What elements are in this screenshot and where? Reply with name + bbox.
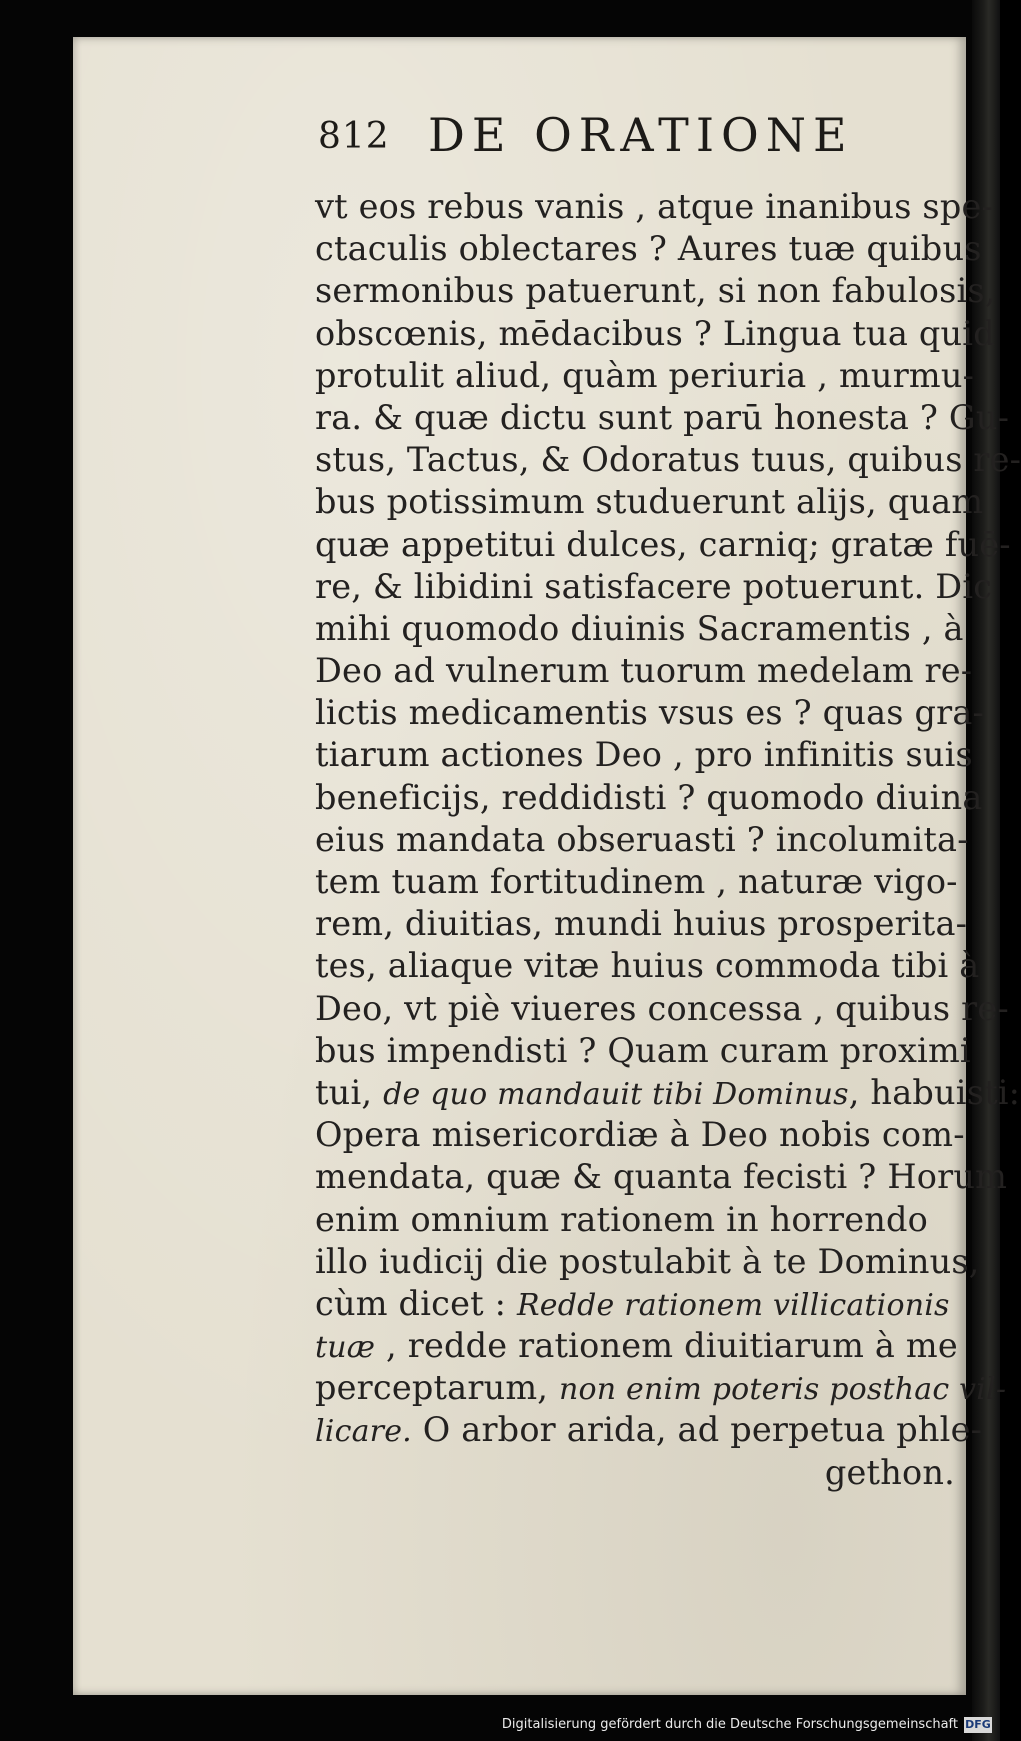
italic-phrase: de quo mandauit tibi Dominus xyxy=(383,1076,849,1112)
line-text: illo iudicij die postulabit à te Dominus, xyxy=(315,1241,980,1281)
line-text: beneficijs, reddidisti ? quomodo diuina xyxy=(315,777,983,817)
line-text: vt eos rebus vanis , atque inanibus spe- xyxy=(315,187,994,226)
text-line xyxy=(315,1283,955,1325)
line-text: tui, xyxy=(315,1072,384,1112)
text-line xyxy=(315,397,1010,439)
line-text: sermonibus patuerunt, si non fabulosis, xyxy=(315,271,996,311)
text-line xyxy=(315,186,994,228)
line-text: gethon. xyxy=(824,1452,955,1492)
line-text: mihi quomodo diuinis Sacramentis , à xyxy=(315,608,964,648)
line-text: perceptarum, xyxy=(315,1368,560,1408)
text-line xyxy=(315,481,984,523)
text-line xyxy=(315,1156,1008,1198)
running-head xyxy=(248,108,868,168)
page-number: 812 xyxy=(318,116,390,157)
text-line xyxy=(315,608,964,650)
text-line xyxy=(315,270,996,312)
digitization-notice: Digitalisierung gefördert durch die Deutsche Forschungsgemeinschaft xyxy=(501,1717,958,1732)
header-title: DE ORATIONE xyxy=(428,108,854,162)
line-text: ra. & quæ dictu sunt parū honesta ? Gu- xyxy=(315,397,1010,437)
text-line xyxy=(315,1409,983,1451)
line-text: ctaculis oblectares ? Aures tuæ quibus xyxy=(315,229,982,269)
italic-phrase: Redde rationem villicationis xyxy=(516,1287,950,1323)
text-line xyxy=(315,1452,955,1494)
line-text: Opera misericordiæ à Deo nobis com- xyxy=(315,1115,965,1155)
line-text: Deo ad vulnerum tuorum medelam re- xyxy=(315,651,973,691)
text-line xyxy=(315,650,973,692)
italic-phrase: tuæ xyxy=(315,1330,376,1366)
line-text: rem, diuitias, mundi huius prosperita- xyxy=(315,904,968,944)
text-line xyxy=(315,355,975,397)
line-text: protulit aliud, quàm periuria , murmu- xyxy=(315,355,975,395)
body-text xyxy=(315,186,1021,1494)
text-line xyxy=(315,1114,965,1156)
text-line xyxy=(315,524,1011,566)
line-text-after: , redde rationem diuitiarum à me xyxy=(375,1326,958,1366)
text-line xyxy=(315,566,993,608)
line-text-after: O arbor arida, ad perpetua phle- xyxy=(411,1410,983,1450)
italic-phrase: licare. xyxy=(315,1414,412,1450)
line-text: tes, aliaque vitæ huius commoda tibi à xyxy=(315,946,980,986)
text-line xyxy=(315,988,1009,1030)
text-line xyxy=(315,777,983,819)
line-text: eius mandata obseruasti ? incolumita- xyxy=(315,819,969,859)
line-text: stus, Tactus, & Odoratus tuus, quibus re- xyxy=(315,440,1021,480)
text-line xyxy=(315,228,982,270)
line-text: cùm dicet : xyxy=(315,1283,517,1323)
text-line xyxy=(315,861,958,903)
footer-bar xyxy=(0,1713,1000,1741)
line-text: bus impendisti ? Quam curam proximi xyxy=(315,1030,971,1070)
line-text: enim omnium rationem in horrendo xyxy=(315,1199,929,1239)
text-line xyxy=(315,945,980,987)
text-line xyxy=(315,1325,958,1367)
text-line xyxy=(315,819,969,861)
text-line xyxy=(315,1367,1007,1409)
line-text: quæ appetitui dulces, carniq; gratæ fuē- xyxy=(315,524,1011,564)
italic-phrase: non enim poteris posthac vil- xyxy=(559,1372,1007,1408)
text-line xyxy=(315,439,1021,481)
text-line xyxy=(315,692,985,734)
line-text: Deo, vt piè viueres concessa , quibus re- xyxy=(315,988,1009,1028)
line-text: lictis medicamentis vsus es ? quas gra- xyxy=(315,693,985,733)
text-line xyxy=(315,734,973,776)
line-text: tiarum actiones Deo , pro infinitis suis xyxy=(315,735,973,775)
line-text: mendata, quæ & quanta fecisti ? Horum xyxy=(315,1157,1008,1197)
line-text: obscœnis, mēdacibus ? Lingua tua quid xyxy=(315,313,995,353)
line-text: bus potissimum studuerunt alijs, quam xyxy=(315,482,984,522)
line-text: re, & libidini satisfacere potuerunt. Dic xyxy=(315,566,993,606)
text-line xyxy=(315,903,968,945)
text-line xyxy=(315,1030,971,1072)
text-line xyxy=(315,313,995,355)
line-text: tem tuam fortitudinem , naturæ vigo- xyxy=(315,862,958,901)
text-line xyxy=(315,1199,955,1241)
dfg-logo: DFG xyxy=(965,1718,991,1731)
text-line xyxy=(315,1072,1021,1114)
text-line xyxy=(315,1241,980,1283)
line-text-after: , habuisti: xyxy=(848,1072,1021,1112)
